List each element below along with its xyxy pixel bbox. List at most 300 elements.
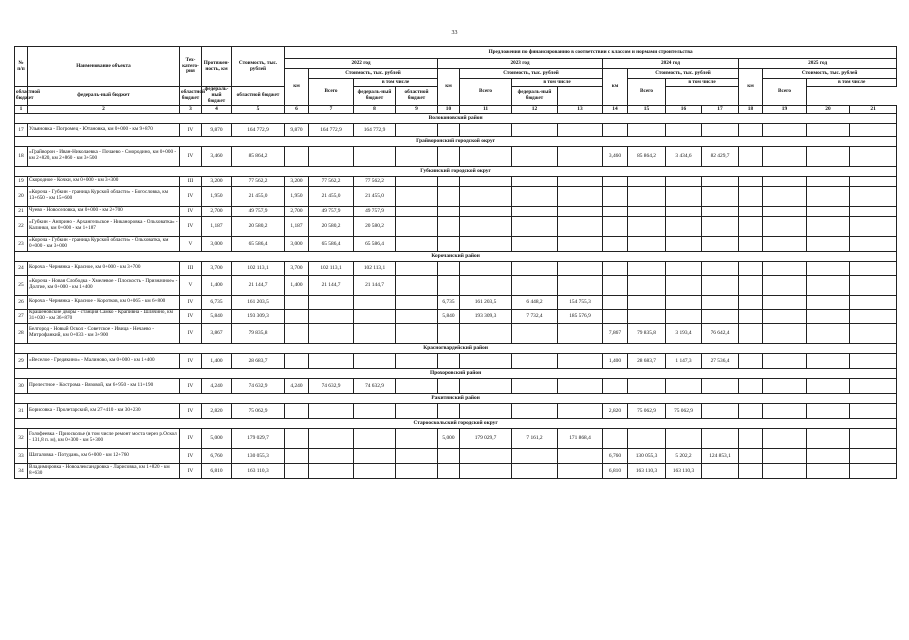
category: IV [180, 295, 202, 309]
category: IV [180, 448, 202, 463]
year-value: 85 864,2 [628, 146, 666, 166]
row-number: 21 [15, 206, 28, 216]
year-value [460, 176, 512, 186]
section-row [15, 368, 897, 378]
header-federal: федераль-ный бюджет [354, 87, 396, 106]
year-value [512, 275, 558, 295]
year-value [739, 275, 763, 295]
year-value [666, 216, 702, 236]
object-name: Владимировка - Новоалександровка - Ларисовка, км 1+820 - км 8+630 [28, 463, 180, 478]
year-value: 77 562,2 [309, 176, 354, 186]
year-value [666, 236, 702, 251]
table-row [15, 295, 897, 309]
category: IV [180, 403, 202, 418]
year-value [807, 463, 850, 478]
year-value [739, 176, 763, 186]
header-category: Тех-катего-рия [180, 47, 202, 87]
year-value [396, 448, 438, 463]
category: V [180, 275, 202, 295]
year-value [438, 216, 460, 236]
year-value [512, 403, 558, 418]
year-value [354, 323, 396, 343]
row-number: 22 [15, 216, 28, 236]
year-value [512, 176, 558, 186]
column-numbers-row [15, 105, 897, 113]
year-value: 130 055,3 [628, 448, 666, 463]
table-body [15, 105, 897, 478]
year-value [285, 463, 309, 478]
header-proposals: Предложения по финансированию в соответствии с классом и нормами строительства [285, 47, 897, 59]
year-value [438, 463, 460, 478]
object-name: «Грайворон - Иван-Николаевка - Почаево - Смородино, км 0+000 - км 2+820, км 2+860 - км 3+500 [28, 146, 180, 166]
year-value: 21 455,0 [309, 186, 354, 206]
year-value: 65 586,4 [309, 236, 354, 251]
year-value [739, 146, 763, 166]
table-row [15, 463, 897, 478]
year-value [558, 448, 603, 463]
year-value [354, 463, 396, 478]
category: IV [180, 186, 202, 206]
year-value: 124 853,1 [702, 448, 739, 463]
year-value [460, 236, 512, 251]
cost-value: 79 835,8 [232, 323, 285, 343]
header-regional: областной бюджет [15, 87, 28, 106]
cost-value: 130 055,3 [232, 448, 285, 463]
length-km: 6,810 [202, 463, 232, 478]
year-value [438, 323, 460, 343]
year-value [603, 378, 628, 393]
year-value [603, 236, 628, 251]
category: IV [180, 309, 202, 323]
year-value: 75 062,9 [666, 403, 702, 418]
category: IV [180, 378, 202, 393]
table-header [15, 47, 897, 106]
year-value: 7 161,2 [512, 428, 558, 448]
year-value: 3,700 [285, 261, 309, 275]
header-km: км [603, 69, 628, 106]
row-number: 24 [15, 261, 28, 275]
header-total: Всего [628, 79, 666, 106]
year-value [438, 186, 460, 206]
section-title: Прохоровский район [15, 368, 897, 378]
year-value [285, 428, 309, 448]
year-value [460, 463, 512, 478]
year-value: 179 029,7 [460, 428, 512, 448]
category: V [180, 236, 202, 251]
column-number: 16 [666, 105, 702, 113]
column-number: 18 [739, 105, 763, 113]
year-value [438, 353, 460, 368]
year-value [628, 236, 666, 251]
year-value [603, 275, 628, 295]
section-row [15, 136, 897, 146]
category: III [180, 176, 202, 186]
table-row [15, 378, 897, 393]
row-number: 26 [15, 295, 28, 309]
year-value [807, 428, 850, 448]
header-total: Всего [763, 79, 807, 106]
column-number: 2 [28, 105, 180, 113]
year-value [763, 428, 807, 448]
year-value [396, 353, 438, 368]
column-number: 13 [558, 105, 603, 113]
year-value [739, 378, 763, 393]
year-value [628, 261, 666, 275]
year-value: 2,820 [603, 403, 628, 418]
year-value: 1,950 [285, 186, 309, 206]
header-name: Наименование объекта [28, 47, 180, 87]
year-value: 1,400 [603, 353, 628, 368]
year-value [460, 448, 512, 463]
year-value [396, 216, 438, 236]
year-value [739, 261, 763, 275]
year-value [739, 403, 763, 418]
header-including: в том числе [666, 79, 739, 87]
year-value [396, 309, 438, 323]
column-number: 14 [603, 105, 628, 113]
column-number: 7 [309, 105, 354, 113]
year-value [285, 146, 309, 166]
year-value [850, 309, 897, 323]
column-number: 8 [354, 105, 396, 113]
header-year-2022: 2022 год [285, 59, 438, 69]
year-value [396, 176, 438, 186]
row-number: 33 [15, 448, 28, 463]
year-value [603, 309, 628, 323]
year-value: 65 586,4 [354, 236, 396, 251]
column-number: 19 [763, 105, 807, 113]
header-cost-2025: Стоимость, тыс. рублей [763, 69, 897, 79]
year-value [807, 378, 850, 393]
cost-value: 74 632,9 [232, 378, 285, 393]
header-including: в том числе [354, 79, 438, 87]
row-number: 27 [15, 309, 28, 323]
cost-value: 49 757,9 [232, 206, 285, 216]
year-value [558, 378, 603, 393]
object-name: Короча - Чернянка - Красное - Коротков, км 0+065 - км 6+800 [28, 295, 180, 309]
header-regional: областной бюджет [232, 87, 285, 106]
section-row [15, 251, 897, 261]
year-value [460, 378, 512, 393]
year-value [512, 123, 558, 136]
year-value [396, 403, 438, 418]
year-value: 164 772,9 [354, 123, 396, 136]
length-km: 1,400 [202, 275, 232, 295]
year-value [603, 428, 628, 448]
object-name: «Короча - Губкин - граница Курской области» - Богословка, км 13+650 - км 15+600 [28, 186, 180, 206]
year-value [285, 295, 309, 309]
year-value [666, 428, 702, 448]
header-total: Всего [460, 79, 512, 106]
year-value [285, 323, 309, 343]
year-value [850, 123, 897, 136]
year-value [460, 206, 512, 216]
year-value [512, 463, 558, 478]
year-value [807, 309, 850, 323]
year-value [558, 206, 603, 216]
year-value [354, 428, 396, 448]
year-value [763, 295, 807, 309]
year-value [558, 216, 603, 236]
year-value [850, 176, 897, 186]
year-value: 3,460 [603, 146, 628, 166]
object-name: Крашеновские дворы - станция Самко - Крапивна - Шлячино, км 31+030 - км 36+870 [28, 309, 180, 323]
header-year-2024: 2024 год [603, 59, 739, 69]
object-name: Ульяновка - Погромец - Ютановка, км 0+000 - км 9+870 [28, 123, 180, 136]
year-value [739, 236, 763, 251]
length-km: 2,700 [202, 206, 232, 216]
year-value: 193 309,3 [460, 309, 512, 323]
object-name: Скородное - Кочки, км 0+000 - км 3+300 [28, 176, 180, 186]
table-row [15, 176, 897, 186]
category: IV [180, 123, 202, 136]
cost-value: 193 309,3 [232, 309, 285, 323]
year-value [850, 275, 897, 295]
year-value [702, 275, 739, 295]
cost-value: 21 455,0 [232, 186, 285, 206]
year-value [702, 206, 739, 216]
year-value [460, 275, 512, 295]
cost-value: 179 029,7 [232, 428, 285, 448]
year-value: 20 580,2 [309, 216, 354, 236]
year-value: 6,735 [438, 295, 460, 309]
year-value [702, 236, 739, 251]
year-value [558, 323, 603, 343]
year-value [807, 216, 850, 236]
page-number: 33 [451, 30, 458, 36]
year-value [666, 123, 702, 136]
year-value [850, 236, 897, 251]
year-value [396, 261, 438, 275]
year-value [763, 309, 807, 323]
year-value [850, 353, 897, 368]
length-km: 9,870 [202, 123, 232, 136]
column-number: 3 [180, 105, 202, 113]
year-value [763, 236, 807, 251]
year-value [628, 206, 666, 216]
year-value: 6 448,2 [512, 295, 558, 309]
year-value [628, 123, 666, 136]
year-value [396, 206, 438, 216]
year-value [558, 123, 603, 136]
year-value [512, 323, 558, 343]
year-value [558, 463, 603, 478]
year-value [763, 403, 807, 418]
table-row [15, 216, 897, 236]
year-value [850, 206, 897, 216]
year-value [396, 123, 438, 136]
header-regional: областной бюджет [396, 87, 438, 106]
header-including: в том числе [807, 79, 897, 87]
table-row [15, 353, 897, 368]
row-number: 32 [15, 428, 28, 448]
header-cost-2024: Стоимость, тыс. рублей [628, 69, 739, 79]
year-value [309, 403, 354, 418]
year-value [438, 275, 460, 295]
object-name: Прелестное - Кострома - Вязовой, км 6+950 - км 11+190 [28, 378, 180, 393]
category: III [180, 261, 202, 275]
year-value [763, 448, 807, 463]
year-value [850, 323, 897, 343]
year-value [850, 216, 897, 236]
year-value [807, 176, 850, 186]
year-value [460, 186, 512, 206]
year-value [628, 295, 666, 309]
year-value [460, 146, 512, 166]
year-value [438, 378, 460, 393]
year-value [396, 378, 438, 393]
year-value: 5,000 [438, 428, 460, 448]
year-value: 82 429,7 [702, 146, 739, 166]
year-value [739, 448, 763, 463]
category: IV [180, 353, 202, 368]
column-number: 20 [807, 105, 850, 113]
year-value [666, 378, 702, 393]
year-value [807, 275, 850, 295]
section-row [15, 113, 897, 123]
year-value [558, 261, 603, 275]
section-title: Корочанский район [15, 251, 897, 261]
category: IV [180, 323, 202, 343]
header-cost-2023: Стоимость, тыс. рублей [460, 69, 603, 79]
row-number: 28 [15, 323, 28, 343]
year-value: 5 202,2 [666, 448, 702, 463]
year-value [763, 123, 807, 136]
year-value [702, 428, 739, 448]
year-value [702, 295, 739, 309]
section-row [15, 393, 897, 403]
year-value [309, 323, 354, 343]
year-value [850, 295, 897, 309]
year-value [666, 275, 702, 295]
year-value: 3,200 [285, 176, 309, 186]
year-value [512, 146, 558, 166]
year-value [702, 309, 739, 323]
column-number: 1 [15, 105, 28, 113]
year-value [512, 448, 558, 463]
year-value [512, 216, 558, 236]
year-value [460, 261, 512, 275]
year-value [309, 309, 354, 323]
object-name: Чуево - Новоселовка, км 0+000 - км 2+700 [28, 206, 180, 216]
header-total: Всего [309, 79, 354, 106]
length-km: 6,735 [202, 295, 232, 309]
year-value [396, 323, 438, 343]
year-value: 164 772,9 [309, 123, 354, 136]
year-value [354, 146, 396, 166]
column-number: 4 [202, 105, 232, 113]
length-km: 4,240 [202, 378, 232, 393]
column-number: 5 [232, 105, 285, 113]
year-value [739, 463, 763, 478]
year-value [603, 295, 628, 309]
length-km: 3,000 [202, 236, 232, 251]
year-value [558, 176, 603, 186]
section-title: Грайворонский городской округ [15, 136, 897, 146]
year-value [628, 176, 666, 186]
year-value [739, 353, 763, 368]
cost-value: 75 062,9 [232, 403, 285, 418]
year-value [354, 295, 396, 309]
row-number: 17 [15, 123, 28, 136]
year-value: 5,840 [438, 309, 460, 323]
category: IV [180, 428, 202, 448]
year-value [460, 353, 512, 368]
year-value [438, 146, 460, 166]
section-row [15, 418, 897, 428]
year-value: 49 757,9 [354, 206, 396, 216]
table-row [15, 309, 897, 323]
year-value [438, 403, 460, 418]
column-number: 17 [702, 105, 739, 113]
year-value: 163 110,3 [628, 463, 666, 478]
financing-table [14, 46, 897, 479]
year-value [850, 463, 897, 478]
year-value: 77 562,2 [354, 176, 396, 186]
length-km: 6,760 [202, 448, 232, 463]
year-value [309, 295, 354, 309]
column-number: 9 [396, 105, 438, 113]
table-row [15, 261, 897, 275]
year-value [628, 216, 666, 236]
row-number: 30 [15, 378, 28, 393]
table-row [15, 448, 897, 463]
year-value [739, 206, 763, 216]
section-title: Волоконовский район [15, 113, 897, 123]
year-value: 163 110,3 [666, 463, 702, 478]
year-value [702, 403, 739, 418]
year-value [603, 123, 628, 136]
year-value: 3 434,6 [666, 146, 702, 166]
header-year-2025: 2025 год [739, 59, 897, 69]
row-number: 31 [15, 403, 28, 418]
year-value [603, 216, 628, 236]
year-value [558, 403, 603, 418]
year-value [807, 353, 850, 368]
header-km: км [285, 69, 309, 106]
year-value [438, 236, 460, 251]
object-name: Шаталовка - Потудань, км 6+000 - км 12+760 [28, 448, 180, 463]
year-value [309, 146, 354, 166]
column-number: 21 [850, 105, 897, 113]
year-value [396, 275, 438, 295]
year-value [739, 123, 763, 136]
year-value [438, 176, 460, 186]
year-value [739, 323, 763, 343]
year-value [354, 448, 396, 463]
year-value [739, 428, 763, 448]
year-value [850, 146, 897, 166]
year-value [396, 236, 438, 251]
cost-value: 20 580,2 [232, 216, 285, 236]
header-km: км [739, 69, 763, 106]
year-value: 21 144,7 [309, 275, 354, 295]
year-value [396, 428, 438, 448]
year-value [603, 261, 628, 275]
column-number: 10 [438, 105, 460, 113]
year-value [603, 206, 628, 216]
year-value: 79 835,8 [628, 323, 666, 343]
year-value: 9,870 [285, 123, 309, 136]
year-value [763, 353, 807, 368]
section-title: Губкинский городской округ [15, 166, 897, 176]
year-value [763, 176, 807, 186]
year-value [558, 146, 603, 166]
year-value: 1,187 [285, 216, 309, 236]
column-number: 12 [512, 105, 558, 113]
year-value [603, 186, 628, 206]
year-value [628, 275, 666, 295]
